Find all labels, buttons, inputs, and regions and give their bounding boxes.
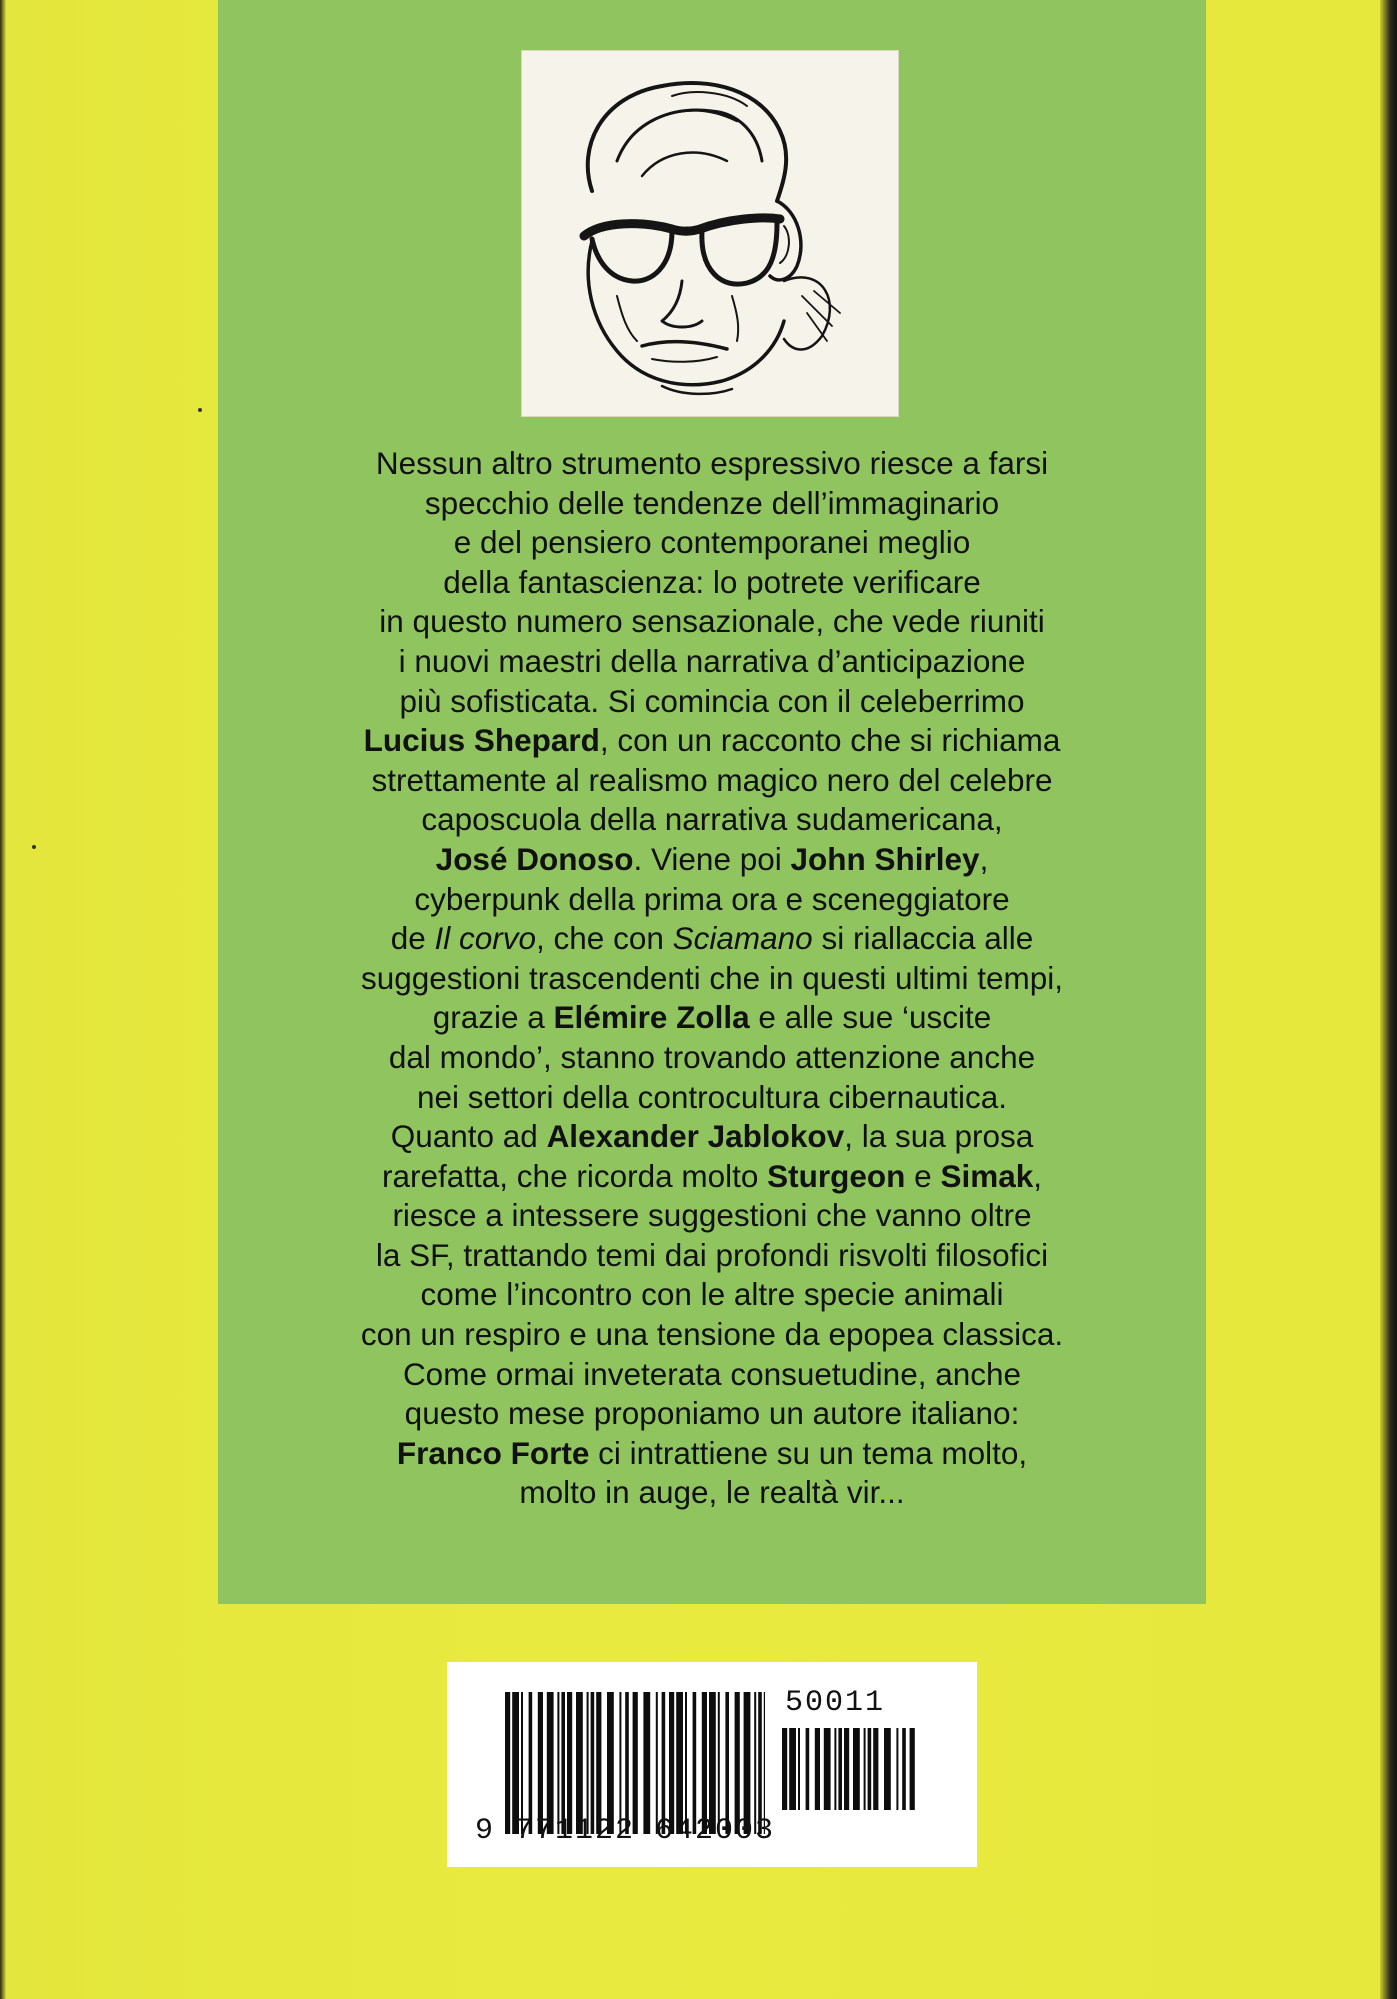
barcode-bar <box>896 1728 898 1810</box>
synopsis-run: Come ormai inveterata consuetudine, anche <box>402 1355 1022 1392</box>
barcode-bar <box>538 1692 543 1834</box>
synopsis-run: e alle sue ‘uscite <box>749 999 992 1036</box>
barcode-bar <box>758 1692 762 1834</box>
synopsis-run: in questo numero sensazionale, che vede riuniti <box>379 603 1045 640</box>
barcode-area <box>447 1662 977 1867</box>
synopsis-run: , <box>1033 1157 1043 1194</box>
barcode-bar <box>619 1692 621 1834</box>
barcode-bar <box>853 1728 860 1810</box>
synopsis-run: cyberpunk della prima ora e sceneggiatore <box>414 880 1010 917</box>
synopsis-run: molto in auge, le realtà vir... <box>519 1474 905 1511</box>
barcode-bar <box>656 1692 658 1834</box>
synopsis-run: , la sua prosa <box>844 1118 1034 1155</box>
synopsis-run: più sofisticata. Si comincia con il celeberrimo <box>399 682 1025 719</box>
synopsis-line <box>218 602 1206 642</box>
synopsis-text <box>218 444 1206 1513</box>
synopsis-line <box>218 563 1206 603</box>
author-name: Simak <box>940 1157 1034 1194</box>
synopsis-run: specchio delle tendenze dell’immaginario <box>424 484 1000 521</box>
synopsis-run: rarefatta, che ricorda molto <box>381 1157 768 1194</box>
synopsis-run: strettamente al realismo magico nero del celebre <box>371 761 1053 798</box>
synopsis-line <box>218 1038 1206 1078</box>
barcode-bar <box>547 1692 554 1834</box>
barcode-bar <box>591 1692 595 1834</box>
barcode-bar <box>505 1692 510 1834</box>
synopsis-line <box>218 1196 1206 1236</box>
cover-right-edge <box>1380 0 1397 1999</box>
synopsis-run: come l’incontro con le altre specie animali <box>420 1276 1004 1313</box>
synopsis-line <box>218 721 1206 761</box>
barcode-bar <box>806 1728 810 1810</box>
synopsis-line <box>218 444 1206 484</box>
barcode-bar <box>754 1692 756 1834</box>
synopsis-run: , <box>979 840 989 877</box>
barcode-addon-number: 50011 <box>785 1686 886 1720</box>
synopsis-line <box>218 919 1206 959</box>
synopsis-line <box>218 1275 1206 1315</box>
barcode-bar <box>838 1728 842 1810</box>
synopsis-line <box>218 1473 1206 1513</box>
barcode-bar <box>685 1692 687 1834</box>
synopsis-line <box>218 998 1206 1038</box>
author-name: Alexander Jablokov <box>546 1118 845 1155</box>
synopsis-run: dal mondo’, stanno trovando attenzione anche <box>388 1038 1036 1075</box>
barcode-bar <box>669 1692 674 1834</box>
synopsis-run: caposcuola della narrativa sudamericana, <box>421 801 1003 838</box>
synopsis-line <box>218 959 1206 999</box>
synopsis-line <box>218 682 1206 722</box>
barcode-bar <box>834 1728 836 1810</box>
author-name: John Shirley <box>790 840 980 877</box>
barcode-bar <box>725 1692 729 1834</box>
barcode-bar <box>789 1728 796 1810</box>
barcode-ean-number: 9 771122 642003 <box>475 1814 776 1848</box>
barcode-bar <box>868 1728 872 1810</box>
synopsis-line <box>218 800 1206 840</box>
synopsis-line <box>218 880 1206 920</box>
synopsis-run: nei settori della controcultura cibernautica. <box>416 1078 1008 1115</box>
synopsis-run: grazie a <box>432 999 554 1036</box>
author-name: Sturgeon <box>767 1157 906 1194</box>
barcode-bar <box>662 1692 666 1834</box>
barcode-bar <box>864 1728 866 1810</box>
barcode-bar <box>529 1692 533 1834</box>
synopsis-line <box>218 1078 1206 1118</box>
synopsis-line <box>218 484 1206 524</box>
synopsis-run: suggestioni trascendenti che in questi ultimi tempi, <box>360 959 1064 996</box>
author-name: Lucius Shepard <box>363 722 600 759</box>
synopsis-line <box>218 1117 1206 1157</box>
synopsis-run: , con un racconto che si richiama <box>599 722 1061 759</box>
print-speck <box>32 845 36 849</box>
synopsis-run: . Viene poi <box>633 840 791 877</box>
barcode-bar <box>873 1728 878 1810</box>
barcode-bar <box>576 1692 583 1834</box>
synopsis-line <box>218 642 1206 682</box>
story-title: Il corvo <box>434 920 537 957</box>
synopsis-run: della fantascienza: lo potrete verificare <box>443 563 981 600</box>
synopsis-run: si riallaccia alle <box>812 920 1034 957</box>
barcode-bar <box>902 1728 906 1810</box>
synopsis-run: , che con <box>536 920 673 957</box>
barcode-bar <box>557 1692 559 1834</box>
barcode-bar <box>643 1692 650 1834</box>
synopsis-line <box>218 1315 1206 1355</box>
synopsis-line <box>218 523 1206 563</box>
barcode-bar <box>587 1692 589 1834</box>
author-name: Franco Forte <box>396 1434 590 1471</box>
author-name: Elémire Zolla <box>553 999 750 1036</box>
barcode-bar <box>625 1692 629 1834</box>
author-name: José Donoso <box>435 840 634 877</box>
barcode-bar <box>633 1692 638 1834</box>
barcode-bar <box>910 1728 915 1810</box>
barcode-bar <box>798 1728 800 1810</box>
barcode-bar <box>709 1692 716 1834</box>
synopsis-run: riesce a intessere suggestioni che vanno oltre <box>392 1197 1032 1234</box>
synopsis-line <box>218 761 1206 801</box>
barcode-bar <box>884 1728 891 1810</box>
story-title: Sciamano <box>672 920 813 957</box>
synopsis-run: con un respiro e una tensione da epopea classica. <box>360 1316 1064 1353</box>
barcode-bar <box>521 1692 523 1834</box>
barcode-bar <box>718 1692 720 1834</box>
synopsis-run: Nessun altro strumento espressivo riesce a farsi <box>375 445 1049 481</box>
synopsis-run: la SF, trattando temi dai profondi risvolti filosofici <box>375 1236 1049 1273</box>
barcode-bar <box>596 1692 601 1834</box>
synopsis-line <box>218 1434 1206 1474</box>
barcode-bar <box>744 1692 751 1834</box>
synopsis-run: i nuovi maestri della narrativa d’anticipazione <box>398 642 1026 679</box>
barcode-bar <box>567 1692 572 1834</box>
synopsis-line <box>218 1394 1206 1434</box>
synopsis-line <box>218 1157 1206 1197</box>
synopsis-run: questo mese proponiamo un autore italiano: <box>404 1395 1020 1432</box>
synopsis-line <box>218 840 1206 880</box>
synopsis-run: ci intrattiene su un tema molto, <box>589 1434 1028 1471</box>
barcode-bar <box>844 1728 849 1810</box>
author-portrait-sketch <box>521 50 899 417</box>
barcode-bar <box>764 1692 765 1834</box>
synopsis-line <box>218 1236 1206 1276</box>
synopsis-run: de <box>390 920 435 957</box>
barcode-bar <box>735 1692 740 1834</box>
barcode-bar <box>561 1692 565 1834</box>
barcode-bar <box>815 1728 820 1810</box>
portrait-drawing <box>522 51 898 416</box>
barcode-bar <box>512 1692 519 1834</box>
synopsis-line <box>218 1355 1206 1395</box>
synopsis-run: e <box>905 1157 941 1194</box>
barcode-bar <box>607 1692 614 1834</box>
synopsis-run: Quanto ad <box>390 1118 547 1155</box>
barcode-bar <box>693 1692 697 1834</box>
barcode-bar <box>782 1728 787 1810</box>
print-speck <box>198 408 202 412</box>
cover-left-edge <box>0 0 6 1999</box>
synopsis-run: e del pensiero contemporanei meglio <box>453 524 971 561</box>
barcode-bar <box>702 1692 707 1834</box>
barcode-bar <box>824 1728 831 1810</box>
barcode-bar <box>676 1692 683 1834</box>
